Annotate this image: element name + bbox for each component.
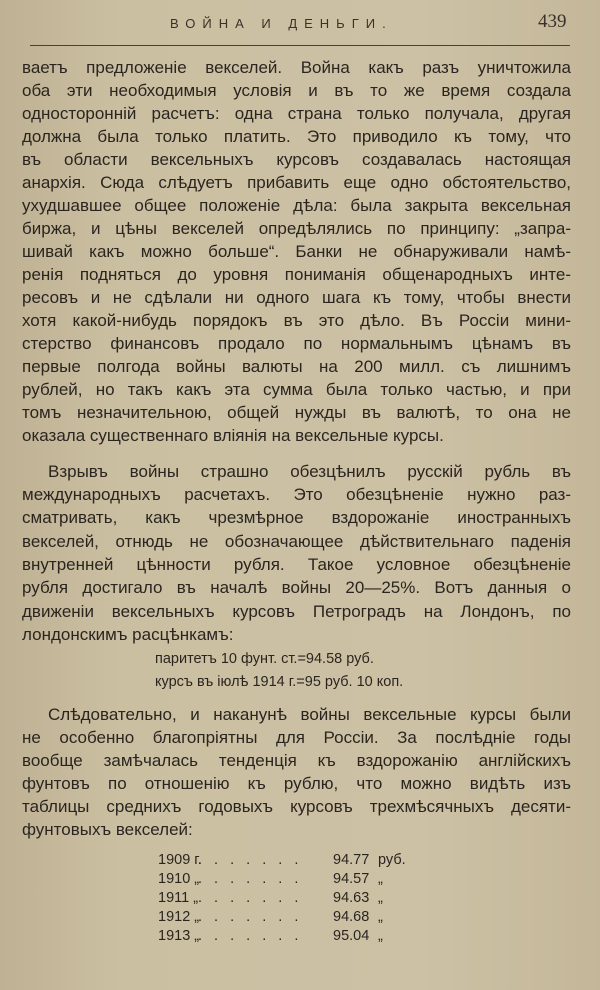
text-line: ухудшавшее общее положеніе дѣла: была закрыта вексельная bbox=[22, 196, 571, 215]
text-line: хотя какой-нибудь порядокъ въ это дѣло. Въ Россіи мини- bbox=[22, 311, 571, 330]
text-line: ренія подняться до уровня пониманія общенародныхъ инте- bbox=[22, 265, 571, 284]
leader-dots: . . . . . . . bbox=[198, 890, 303, 906]
page-header bbox=[0, 12, 600, 36]
rate-unit: „ bbox=[378, 909, 383, 925]
page-number: 439 bbox=[538, 11, 567, 32]
text-line: шивай какъ можно больше“. Банки не обнаруживали намѣ- bbox=[22, 242, 571, 261]
text-line: движеніи вексельныхъ курсовъ Петроградъ на Лондонъ, по bbox=[22, 602, 571, 621]
rate-value: 94.68 bbox=[333, 909, 370, 925]
text-line: лондонскимъ расцѣнкамъ: bbox=[22, 625, 234, 644]
table-row bbox=[158, 871, 418, 890]
text-line: таблицы среднихъ годовыхъ курсовъ трехмѣсячныхъ десяти- bbox=[22, 797, 571, 816]
july-rate-formula: курсъ въ іюлѣ 1914 г.=95 руб. 10 коп. bbox=[155, 674, 404, 690]
rate-unit: „ bbox=[378, 890, 383, 906]
text-line: фунтовыхъ векселей: bbox=[22, 820, 193, 839]
table-row bbox=[158, 852, 418, 871]
rate-value: 94.57 bbox=[333, 871, 370, 887]
parity-formula: паритетъ 10 фунт. ст.=94.58 руб. bbox=[155, 651, 374, 667]
text-line: фунтовъ по отношенію къ рублю, что можно видѣть изъ bbox=[22, 774, 571, 793]
rate-value: 94.63 bbox=[333, 890, 370, 906]
leader-dots: . . . . . . . bbox=[198, 871, 303, 887]
rate-unit: „ bbox=[378, 928, 383, 944]
year: 1910 „ bbox=[158, 871, 200, 887]
year: 1911 „ bbox=[158, 890, 199, 906]
text-line: ресовъ и не сдѣлали ни одного шага къ тому, чтобы внести bbox=[22, 288, 571, 307]
table-row bbox=[158, 890, 418, 909]
text-line: рубля достигало въ началѣ войны 20—25%. Вотъ данныя о bbox=[22, 578, 571, 597]
text-line: оба эти необходимыя условія и въ то же время создала bbox=[22, 81, 571, 100]
table-row bbox=[158, 928, 418, 947]
text-line: анархія. Сюда слѣдуетъ прибавить еще одно обстоятельство, bbox=[22, 173, 571, 192]
text-line: Взрывъ войны страшно обезцѣнилъ русскій рубль въ bbox=[48, 462, 571, 481]
year: 1913 „ bbox=[158, 928, 200, 944]
rate-unit: „ bbox=[378, 871, 383, 887]
text-line: вообще замѣчалась тенденція къ вздорожанію англійскихъ bbox=[22, 751, 571, 770]
year: 1912 „ bbox=[158, 909, 200, 925]
text-line: ваетъ предложеніе векселей. Война какъ разъ уничтожила bbox=[22, 58, 571, 77]
text-line: оказала существеннаго вліянія на вексельные курсы. bbox=[22, 426, 444, 445]
text-line: биржа, и цѣны векселей опредѣлялись по принципу: „запра- bbox=[22, 219, 571, 238]
rate-value: 94.77 bbox=[333, 852, 370, 868]
text-line: томъ незначительною, общей нужды въ валютѣ, то она не bbox=[22, 403, 571, 422]
table-row bbox=[158, 909, 418, 928]
rate-unit: руб. bbox=[378, 852, 406, 868]
text-line: внутренней цѣнности рубля. Такое условное обезцѣненіе bbox=[22, 555, 571, 574]
leader-dots: . . . . . . . bbox=[198, 928, 303, 944]
text-line: стерство финансовъ продало по нормальнымъ цѣнамъ въ bbox=[22, 334, 571, 353]
leader-dots: . . . . . . . bbox=[198, 909, 303, 925]
rate-value: 95.04 bbox=[333, 928, 370, 944]
text-line: рублей, но такъ какъ эта сумма была только частью, и при bbox=[22, 380, 571, 399]
running-title: ВОЙНА И ДЕНЬГИ. bbox=[170, 16, 393, 31]
text-line: первые полгода войны валюты на 200 милл. съ лишнимъ bbox=[22, 357, 571, 376]
text-line: международныхъ расчетахъ. Это обезцѣненіе нужно раз- bbox=[22, 485, 571, 504]
text-line: въ области вексельныхъ курсовъ создавалась настоящая bbox=[22, 150, 571, 169]
text-line: односторонній расчетъ: одна страна только получала, другая bbox=[22, 104, 571, 123]
leader-dots: . . . . . . . bbox=[198, 852, 303, 868]
text-line: не особенно благопріятны для Россіи. За послѣдніе годы bbox=[22, 728, 571, 747]
year: 1909 г. bbox=[158, 852, 202, 868]
text-line: векселей, отнюдь не обозначающее дѣйствительнаго паденія bbox=[22, 532, 571, 551]
text-line: должна была только платить. Это приводило къ тому, что bbox=[22, 127, 571, 146]
text-line: сматривать, какъ чрезмѣрное вздорожаніе иностранныхъ bbox=[22, 508, 571, 527]
header-rule bbox=[30, 45, 570, 46]
text-line: Слѣдовательно, и наканунѣ войны вексельные курсы были bbox=[48, 705, 571, 724]
